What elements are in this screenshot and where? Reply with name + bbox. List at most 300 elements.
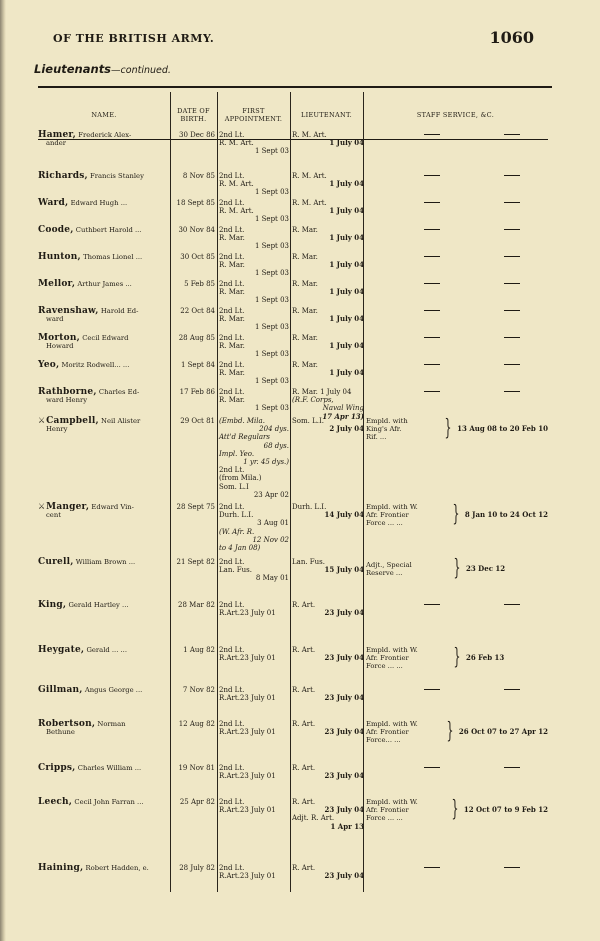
staff-description-line: Force ... ... — [366, 814, 403, 822]
staff-description — [366, 561, 448, 577]
staff-description-line: Empld. with W. — [366, 503, 418, 511]
first-appointment-line: 1 Sept 03 — [254, 350, 289, 359]
first-appointment-cell — [219, 199, 289, 224]
first-appointment-line: R.Art.23 July 01 — [219, 728, 276, 737]
first-appointment-line: R. Mar. — [219, 234, 245, 243]
lieutenant-line: 23 July 04 — [324, 871, 364, 881]
lieutenant-cell — [292, 253, 364, 269]
first-appointment-cell — [219, 253, 289, 278]
date-of-birth: 8 Nov 85 — [182, 172, 215, 180]
date-of-birth: 28 Sept 75 — [176, 503, 215, 511]
header-staff-service: STAFF SERVICE, &C. — [416, 111, 495, 119]
given-names: Robert Hadden, e. — [85, 864, 149, 872]
first-appointment-line: R.Art.23 July 01 — [219, 806, 276, 815]
given-names: Francis Stanley — [90, 172, 144, 180]
surname: Curell, — [38, 557, 74, 567]
first-appointment-line: 2nd Lt. — [219, 720, 245, 728]
brace-icon: } — [446, 719, 454, 744]
lieutenant-line: R. Art. — [292, 720, 316, 728]
given-names: Neil Alister — [101, 417, 141, 425]
first-appointment-line: (Embd. Mila. — [219, 417, 265, 425]
surname: Ward, — [38, 198, 69, 208]
lieutenant-line: Naval Wing — [322, 404, 364, 413]
staff-service-cell — [366, 798, 548, 822]
date-of-birth: 25 Apr 82 — [179, 798, 215, 806]
surname: Robertson, — [38, 719, 96, 729]
lieutenant-line: 1 July 04 — [329, 368, 364, 378]
date-of-birth: 30 Dec 86 — [179, 131, 215, 139]
lieutenant-line: R. M. Art. — [292, 131, 327, 139]
first-appointment-cell — [219, 864, 289, 880]
staff-description-line: Empld. with — [366, 417, 408, 425]
first-appointment-line: 2nd Lt. — [219, 503, 245, 511]
surname: Campbell, — [46, 416, 99, 426]
name-cell — [38, 720, 168, 736]
name-cell — [38, 226, 168, 234]
surname: Richards, — [38, 171, 88, 181]
dash-placeholder — [504, 202, 520, 203]
lieutenant-line: R. Art. — [292, 864, 316, 872]
name-cell — [38, 503, 168, 519]
lieutenant-line: Som. L.I. — [292, 417, 324, 425]
surname: Rathborne, — [38, 387, 97, 397]
given-names: Harold Ed- — [100, 307, 139, 315]
first-appointment-line: 68 dys. — [263, 441, 289, 450]
dash-placeholder — [504, 256, 520, 257]
first-appointment-cell — [219, 558, 289, 583]
lieutenant-cell — [292, 334, 364, 350]
first-appointment-cell — [219, 798, 289, 814]
first-appointment-line: Durh. L.I. — [219, 511, 254, 520]
section-title — [34, 62, 171, 76]
dash-placeholder — [424, 310, 440, 311]
given-names: Gerald ... ... — [86, 646, 127, 654]
staff-entry — [366, 558, 548, 580]
surname: Coode, — [38, 225, 74, 235]
crossed-swords-icon: ⚔ — [38, 502, 46, 511]
date-of-birth: 28 Aug 85 — [178, 334, 215, 342]
lieutenant-line: R. Mar. — [292, 253, 318, 261]
staff-service-cell — [366, 417, 548, 441]
staff-description-line: Empld. with W. — [366, 646, 418, 654]
surname: Hunton, — [38, 252, 81, 262]
lieutenant-line: (R.F. Corps, — [292, 396, 334, 405]
staff-dates: 12 Oct 07 to 9 Feb 12 — [463, 804, 548, 814]
given-names: Cuthbert Harold ... — [75, 226, 142, 234]
lieutenant-line: 1 July 04 — [329, 206, 364, 216]
surname: Yeo, — [38, 360, 60, 370]
lieutenant-line: 15 July 04 — [324, 565, 364, 575]
first-appointment-line: R. Mar. — [219, 342, 245, 351]
surname: Gillman, — [38, 685, 83, 695]
first-appointment-line: 1 yr. 45 dys.) — [243, 458, 289, 467]
lieutenant-cell — [292, 226, 364, 242]
lieutenant-line: R. Mar. — [292, 307, 318, 315]
dash-placeholder — [504, 604, 520, 605]
first-appointment-line: 2nd Lt. — [219, 601, 245, 609]
dash-placeholder — [504, 867, 520, 868]
top-rule — [38, 86, 552, 88]
lieutenant-cell — [292, 558, 364, 574]
surname: Morton, — [38, 333, 80, 343]
dash-placeholder — [424, 202, 440, 203]
given-names: Angus George ... — [84, 686, 143, 694]
first-appointment-line: 8 May 01 — [255, 574, 289, 583]
first-appointment-line: R.Art.23 July 01 — [219, 772, 276, 781]
date-of-birth: 12 Aug 82 — [178, 720, 215, 728]
given-names: Arthur James ... — [77, 280, 132, 288]
name-cell — [38, 199, 168, 207]
first-appointment-line: (from Mila.) — [219, 474, 262, 483]
brace-icon: } — [451, 797, 459, 822]
lieutenant-cell — [292, 686, 364, 702]
lieutenant-line: R. M. Art. — [292, 172, 327, 180]
running-title: OF THE BRITISH ARMY. — [53, 32, 215, 45]
first-appointment-cell — [219, 417, 289, 499]
staff-description-line: Force ... ... — [366, 662, 403, 670]
name-cell — [38, 131, 168, 147]
first-appointment-line: 12 Nov 02 — [252, 535, 289, 544]
page-header — [53, 30, 534, 50]
staff-service-cell — [366, 646, 548, 670]
dash-placeholder — [504, 767, 520, 768]
name-cell — [38, 601, 168, 609]
lieutenant-cell — [292, 307, 364, 323]
first-appointment-line: 2nd Lt. — [219, 131, 245, 139]
lieutenant-line: 1 July 04 — [329, 179, 364, 189]
staff-description-line: Rif. ... — [366, 433, 387, 441]
lieutenant-line: R. Mar. 1 July 04 — [292, 388, 352, 396]
first-appointment-line: 2nd Lt. — [219, 172, 245, 180]
staff-description-line: Afr. Frontier — [366, 728, 409, 736]
first-appointment-line: R. Mar. — [219, 369, 245, 378]
staff-description — [366, 720, 441, 744]
lieutenant-cell — [292, 601, 364, 617]
book-spine-shadow — [0, 0, 6, 941]
first-appointment-line: 1 Sept 03 — [254, 377, 289, 386]
dash-placeholder — [424, 175, 440, 176]
given-names-cont: Bethune — [46, 728, 75, 737]
name-cell — [38, 417, 168, 433]
first-appointment-line: R. Mar. — [219, 261, 245, 270]
dash-placeholder — [504, 689, 520, 690]
dash-placeholder — [504, 229, 520, 230]
staff-description — [366, 798, 446, 822]
lieutenant-line: 23 July 04 — [324, 693, 364, 703]
name-cell — [38, 361, 168, 369]
first-appointment-line: R. M. Art. — [219, 207, 254, 216]
first-appointment-line: 2nd Lt. — [219, 307, 245, 315]
date-of-birth: 7 Nov 82 — [182, 686, 215, 694]
brace-icon: } — [453, 556, 461, 581]
first-appointment-line: Som. L.I — [219, 482, 249, 491]
date-of-birth: 22 Oct 84 — [180, 307, 215, 315]
first-appointment-cell — [219, 172, 289, 197]
dash-placeholder — [504, 175, 520, 176]
staff-description-line: Afr. Frontier — [366, 806, 409, 814]
lieutenant-line: 1 July 04 — [329, 287, 364, 297]
first-appointment-line: Att'd Regulars — [219, 433, 270, 442]
first-appointment-line: 1 Sept 03 — [254, 188, 289, 197]
date-of-birth: 30 Nov 84 — [178, 226, 215, 234]
first-appointment-line: R. M. Art. — [219, 180, 254, 189]
name-cell — [38, 172, 168, 180]
first-appointment-line: 2nd Lt. — [219, 253, 245, 261]
name-cell — [38, 334, 168, 350]
lieutenant-cell — [292, 131, 364, 147]
lieutenant-cell — [292, 172, 364, 188]
first-appointment-cell — [219, 503, 289, 552]
dash-placeholder — [504, 134, 520, 135]
staff-dates: 23 Dec 12 — [466, 563, 506, 573]
lieutenant-line: 1 July 04 — [329, 314, 364, 324]
date-of-birth: 1 Sept 84 — [180, 361, 215, 369]
lieutenant-line: 1 July 04 — [329, 138, 364, 148]
staff-entry — [366, 646, 548, 670]
crossed-swords-icon: ⚔ — [38, 416, 46, 425]
lieutenant-cell — [292, 720, 364, 736]
first-appointment-line: 2nd Lt. — [219, 361, 245, 369]
first-appointment-line: 2nd Lt. — [219, 798, 245, 806]
first-appointment-line: to 4 Jan 08) — [219, 544, 261, 553]
dash-placeholder — [424, 867, 440, 868]
name-cell — [38, 388, 168, 404]
lieutenant-cell — [292, 280, 364, 296]
date-of-birth: 21 Sept 82 — [176, 558, 215, 566]
section-title-main: Lieutenants — [34, 62, 112, 76]
staff-description-line: Afr. Frontier — [366, 511, 409, 519]
staff-description-line: Empld. with W. — [366, 720, 418, 728]
first-appointment-line: 1 Sept 03 — [254, 242, 289, 251]
lieutenant-line: 17 Apr 13) — [322, 411, 364, 421]
first-appointment-cell — [219, 720, 289, 736]
staff-description — [366, 503, 447, 527]
dash-placeholder — [504, 283, 520, 284]
lieutenant-line: R. M. Art. — [292, 199, 327, 207]
lieutenant-line: 14 July 04 — [324, 510, 364, 520]
first-appointment-line: Lan. Fus. — [219, 566, 252, 575]
staff-service-cell — [366, 503, 548, 527]
lieutenant-line: 1 July 04 — [329, 233, 364, 243]
surname: Mellor, — [38, 279, 76, 289]
dash-placeholder — [424, 229, 440, 230]
page-number: 1060 — [489, 28, 534, 47]
staff-description-line: Force ... ... — [366, 519, 403, 527]
first-appointment-line: 2nd Lt. — [219, 646, 245, 654]
lieutenant-line: Adjt. R. Art. — [292, 814, 335, 823]
name-cell — [38, 307, 168, 323]
lieutenant-line: 23 July 04 — [324, 608, 364, 618]
first-appointment-line: (W. Afr. R. — [219, 527, 255, 536]
given-names: Gerald Hartley ... — [68, 601, 129, 609]
lieutenant-cell — [292, 764, 364, 780]
first-appointment-line: R.Art.23 July 01 — [219, 694, 276, 703]
lieutenant-line: 1 Apr 13 — [330, 821, 364, 831]
given-names: William Brown ... — [75, 558, 136, 566]
date-of-birth: 1 Aug 82 — [183, 646, 215, 654]
dash-placeholder — [504, 364, 520, 365]
first-appointment-cell — [219, 131, 289, 156]
lieutenant-line: R. Art. — [292, 686, 316, 694]
given-names-cont: ward Henry — [46, 396, 88, 405]
surname: Heygate, — [38, 645, 85, 655]
first-appointment-line: 1 Sept 03 — [254, 323, 289, 332]
dash-placeholder — [424, 767, 440, 768]
staff-description-line: Empld. with W. — [366, 798, 418, 806]
first-appointment-line: Impl. Yeo. — [219, 449, 255, 458]
first-appointment-line: R.Art.23 July 01 — [219, 609, 276, 618]
given-names: Cecil John Farran ... — [74, 798, 144, 806]
first-appointment-line: 2nd Lt. — [219, 199, 245, 207]
first-appointment-cell — [219, 686, 289, 702]
given-names: Moritz Rodwell... ... — [61, 361, 130, 369]
dash-placeholder — [424, 256, 440, 257]
dash-placeholder — [424, 283, 440, 284]
given-names-cont: ward — [46, 315, 64, 324]
header-name: NAME. — [91, 111, 117, 119]
header-date-of-birth: DATE OF BIRTH. — [177, 107, 210, 123]
first-appointment-cell — [219, 601, 289, 617]
lieutenant-line: 23 July 04 — [324, 727, 364, 737]
name-cell — [38, 646, 168, 654]
staff-description-line: Afr. Frontier — [366, 654, 409, 662]
header-first-appointment: FIRST APPOINTMENT. — [224, 107, 283, 123]
lieutenant-cell — [292, 199, 364, 215]
given-names: Frederick Alex- — [78, 131, 132, 139]
first-appointment-line: R. Mar. — [219, 288, 245, 297]
first-appointment-line: 1 Sept 03 — [254, 296, 289, 305]
lieutenant-cell — [292, 798, 364, 831]
staff-dates: 26 Oct 07 to 27 Apr 12 — [458, 726, 548, 736]
first-appointment-line: 2nd Lt. — [219, 388, 245, 396]
name-cell — [38, 558, 168, 566]
lieutenant-line: R. Mar. — [292, 334, 318, 342]
column-divider — [217, 92, 218, 892]
dash-placeholder — [424, 337, 440, 338]
staff-entry — [366, 720, 548, 744]
first-appointment-cell — [219, 764, 289, 780]
lieutenant-line: 1 July 04 — [329, 341, 364, 351]
dash-placeholder — [424, 391, 440, 392]
date-of-birth: 30 Oct 85 — [180, 253, 215, 261]
dash-placeholder — [424, 364, 440, 365]
first-appointment-cell — [219, 361, 289, 386]
first-appointment-line: 2nd Lt. — [219, 334, 245, 342]
first-appointment-line: R. Mar. — [219, 396, 245, 405]
lieutenant-line: 23 July 04 — [324, 771, 364, 781]
staff-description-line: Adjt., Special — [366, 561, 412, 569]
lieutenant-line: R. Art. — [292, 798, 316, 806]
name-cell — [38, 864, 168, 872]
date-of-birth: 18 Sept 85 — [176, 199, 215, 207]
lieutenant-line: R. Art. — [292, 646, 316, 654]
given-names-cont: ander — [46, 139, 67, 148]
surname: Cripps, — [38, 763, 76, 773]
lieutenant-line: 1 July 04 — [329, 260, 364, 270]
date-of-birth: 17 Feb 86 — [179, 388, 215, 396]
surname: Haining, — [38, 863, 84, 873]
first-appointment-line: 23 Apr 02 — [253, 490, 289, 499]
first-appointment-cell — [219, 280, 289, 305]
name-cell — [38, 280, 168, 288]
given-names-cont: Henry — [46, 425, 68, 434]
lieutenant-cell — [292, 503, 364, 519]
first-appointment-line: 1 Sept 03 — [254, 269, 289, 278]
name-cell — [38, 764, 168, 772]
dash-placeholder — [504, 337, 520, 338]
surname: Leech, — [38, 797, 73, 807]
first-appointment-cell — [219, 388, 289, 413]
staff-service-cell — [366, 720, 548, 744]
staff-description — [366, 417, 439, 441]
dash-placeholder — [504, 310, 520, 311]
lieutenant-line: 23 July 04 — [324, 653, 364, 663]
brace-icon: } — [453, 645, 461, 670]
first-appointment-line: 2nd Lt. — [219, 864, 245, 872]
lieutenant-line: R. Art. — [292, 764, 316, 772]
staff-description-line: King's Afr. — [366, 425, 402, 433]
first-appointment-cell — [219, 307, 289, 332]
given-names: Thomas Lionel ... — [83, 253, 143, 261]
lieutenant-line: R. Mar. — [292, 226, 318, 234]
given-names: Cecil Edward — [82, 334, 129, 342]
date-of-birth: 28 July 82 — [179, 864, 215, 872]
name-cell — [38, 253, 168, 261]
first-appointment-line: 2nd Lt. — [219, 226, 245, 234]
first-appointment-cell — [219, 646, 289, 662]
lieutenant-line: R. Mar. — [292, 280, 318, 288]
given-names: Charles Ed- — [98, 388, 140, 396]
dash-placeholder — [424, 604, 440, 605]
staff-service-cell — [366, 558, 548, 580]
lieutenant-cell — [292, 417, 364, 433]
staff-dates: 26 Feb 13 — [466, 652, 505, 662]
dash-placeholder — [424, 689, 440, 690]
date-of-birth: 29 Oct 81 — [180, 417, 215, 425]
first-appointment-line: 2nd Lt. — [219, 466, 245, 475]
lieutenant-line: Lan. Fus. — [292, 558, 325, 566]
staff-entry — [366, 798, 548, 822]
staff-entry — [366, 417, 548, 441]
lieutenant-line: Durh. L.I. — [292, 503, 327, 511]
staff-description — [366, 646, 448, 670]
lieutenant-cell — [292, 361, 364, 377]
surname: Manger, — [46, 502, 90, 512]
first-appointment-line: 2nd Lt. — [219, 280, 245, 288]
first-appointment-line: 204 dys. — [259, 425, 289, 434]
lieutenant-line: R. Mar. — [292, 361, 318, 369]
first-appointment-line: R.Art.23 July 01 — [219, 654, 276, 663]
column-divider — [290, 92, 291, 892]
given-names: Charles William ... — [77, 764, 142, 772]
lieutenant-line: 2 July 04 — [329, 424, 364, 434]
header-lieutenant: LIEUTENANT. — [300, 111, 352, 119]
first-appointment-line: R.Art.23 July 01 — [219, 872, 276, 881]
first-appointment-line: R. M. Art. — [219, 139, 254, 148]
first-appointment-cell — [219, 334, 289, 359]
first-appointment-line: 1 Sept 03 — [254, 147, 289, 156]
brace-icon: } — [452, 502, 460, 527]
given-names: Edward Vin- — [91, 503, 134, 511]
first-appointment-line: 2nd Lt. — [219, 558, 245, 566]
lieutenant-line: R. Art. — [292, 601, 316, 609]
surname: Hamer, — [38, 130, 77, 140]
staff-description-line: Force... ... — [366, 736, 401, 744]
staff-entry — [366, 503, 548, 527]
section-title-continued: —continued. — [111, 65, 171, 76]
surname: Ravenshaw, — [38, 306, 99, 316]
first-appointment-line: 2nd Lt. — [219, 764, 245, 772]
